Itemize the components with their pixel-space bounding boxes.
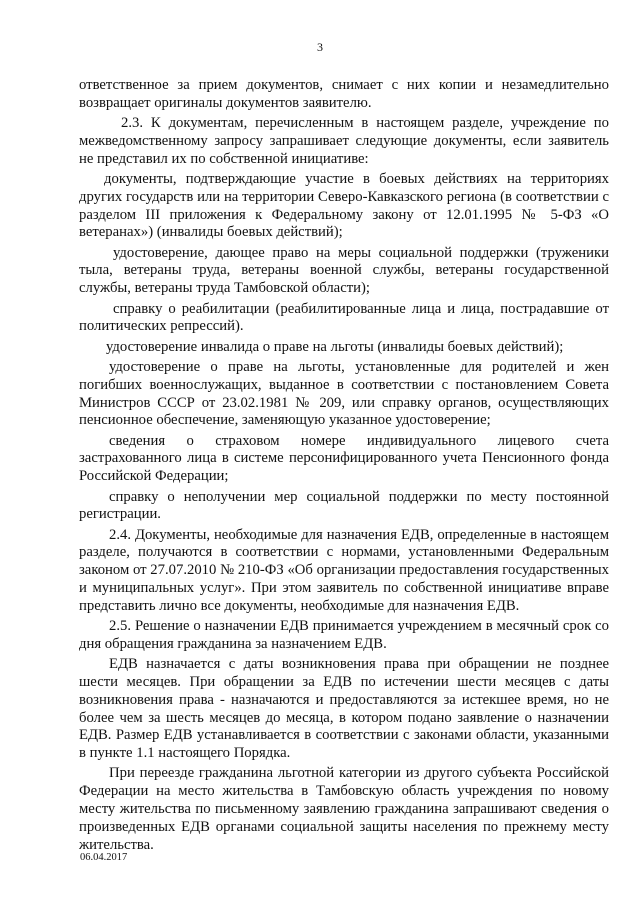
paragraph-section-2-4: 2.4. Документы, необходимые для назначения ЕДВ, определенные в настоящем разделе, получаются в соответствии с нормами, установленными Федеральным законом от 27.07.2010 № 210-ФЗ «Об организации предоставления государственных и муниципальных услуг». При этом заявитель по собственной инициативе вправе представить лично все документы, необходимые для назначения ЕДВ.	[79, 526, 609, 614]
paragraph-edv-assignment: ЕДВ назначается с даты возникновения права при обращении не позднее шести месяцев. При обращении за ЕДВ по истечении шести месяцев с даты возникновения права - назначаются и предоставляются за истекшее время, но не более чем за шесть месяцев до месяца, в котором подано заявление о назначении ЕДВ. Размер ЕДВ устанавливается в соответствии с законами области, указанными в пункте 1.1 настоящего Порядка.	[79, 656, 609, 762]
paragraph-section-2-3: 2.3. К документам, перечисленным в настоящем разделе, учреждение по межведомственному запросу запрашивает следующие документы, если заявитель не представил их по собственной инициативе:	[79, 115, 609, 167]
paragraph-continuation: ответственное за прием документов, снимает с них копии и незамедлительно возвращает оригиналы документов заявителю.	[79, 77, 609, 111]
list-item-insurance-number: сведения о страховом номере индивидуального лицевого счета застрахованного лица в системе персонифицированного учета Пенсионного фонда Российской Федерации;	[79, 432, 609, 485]
document-body	[79, 77, 609, 857]
paragraph-relocation: При переезде гражданина льготной категории из другого субъекта Российской Федерации на место жительства в Тамбовскую область учреждения по новому месту жительства по письменному заявлению гражданина запрашивают сведения о произведенных ЕДВ органами социальной защиты населения по прежнему месту жительства.	[79, 765, 609, 853]
page-number: 3	[317, 40, 323, 54]
list-item-parents-widows-certificate: удостоверение о праве на льготы, установленные для родителей и жен погибших военнослужащих, выданное в соответствии с постановлением Совета Министров СССР от 23.02.1981 № 209, или справку органов, осуществляющих пенсионное обеспечение, заменяющую указанное удостоверение;	[79, 358, 609, 429]
list-item-rehabilitation-certificate: справку о реабилитации (реабилитированные лица и лица, пострадавшие от политических репрессий).	[79, 300, 609, 335]
list-item-disability-certificate: удостоверение инвалида о праве на льготы (инвалиды боевых действий);	[106, 338, 564, 355]
footer-date: 06.04.2017	[80, 852, 128, 863]
list-item-non-receipt-certificate: справку о неполучении мер социальной поддержки по месту постоянной регистрации.	[79, 488, 609, 523]
list-item-combat-documents: документы, подтверждающие участие в боевых действиях на территориях других государств или на территории Северо-Кавказского региона (в соответствии с разделом III приложения к Федеральному закону от 12.01.1995 № 5-ФЗ «О ветеранах») (инвалиды боевых действий);	[79, 170, 609, 241]
list-item-social-support-certificate: удостоверение, дающее право на меры социальной поддержки (труженики тыла, ветераны труда, ветераны военной службы, ветераны государственной службы, ветераны труда Тамбовской области);	[79, 244, 609, 297]
paragraph-section-2-5: 2.5. Решение о назначении ЕДВ принимается учреждением в месячный срок со дня обращения гражданина за назначением ЕДВ.	[79, 618, 609, 652]
